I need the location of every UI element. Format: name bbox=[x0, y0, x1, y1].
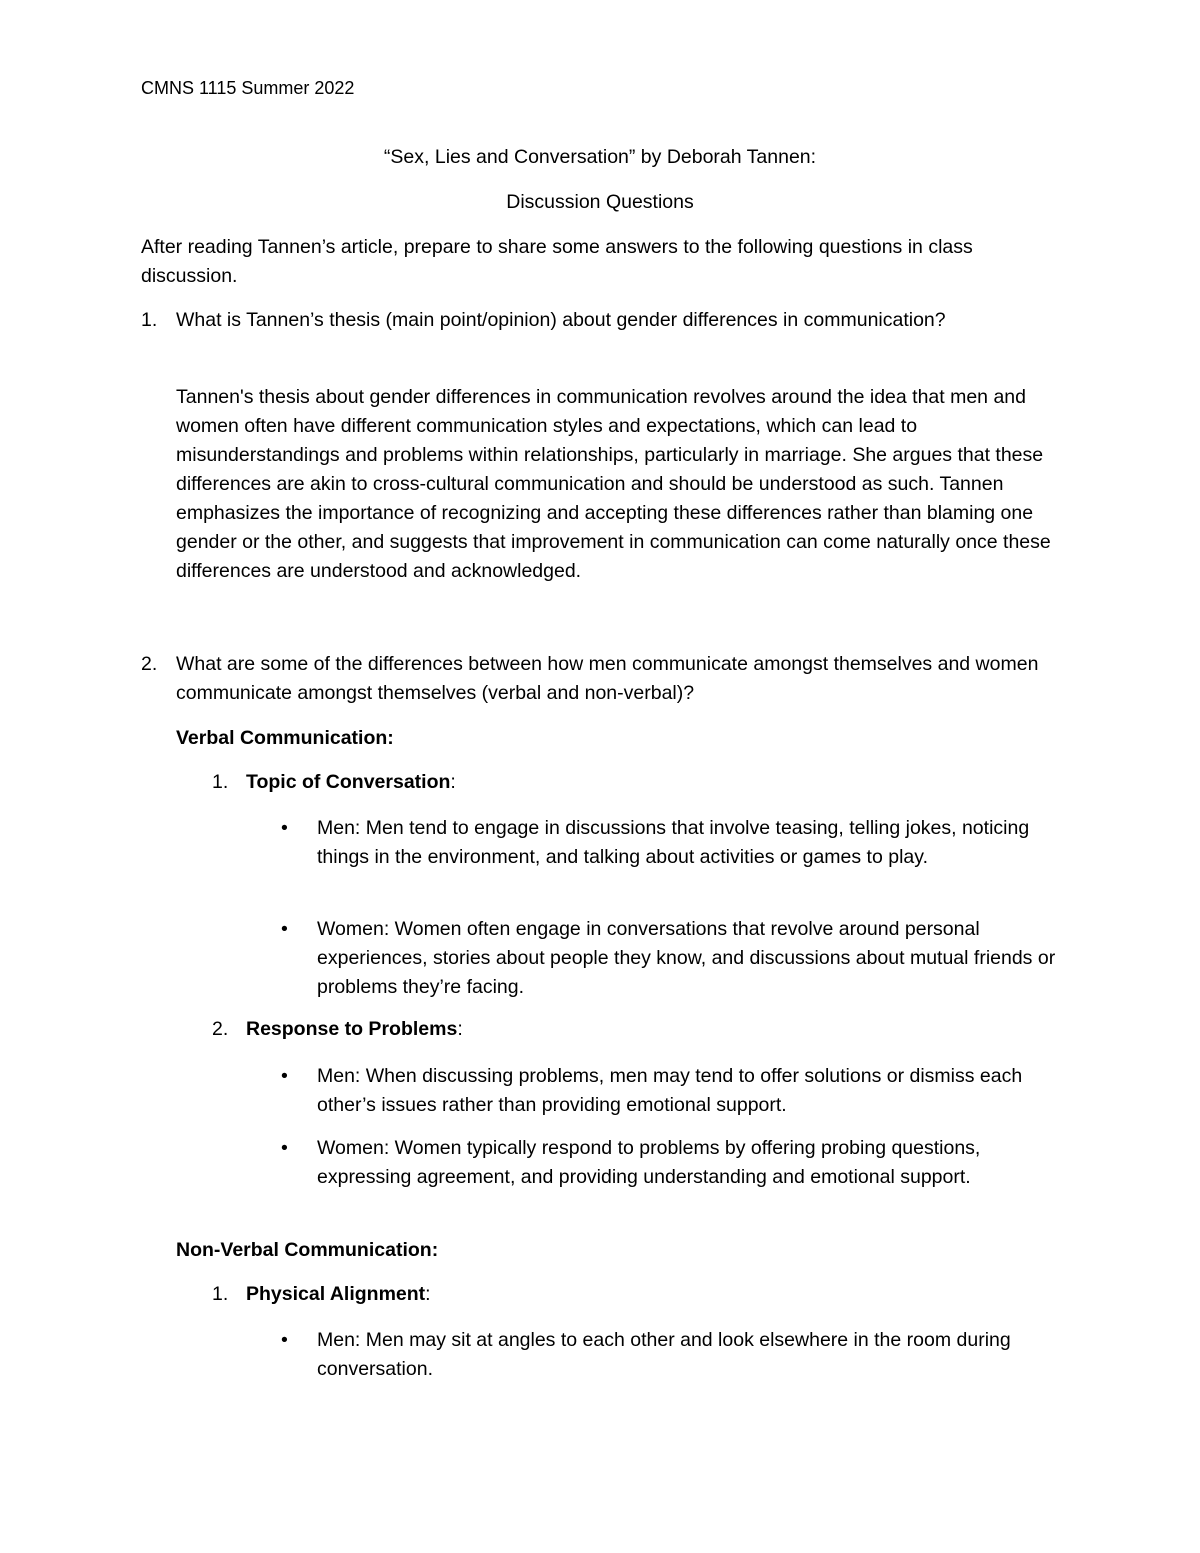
bullet-icon: • bbox=[281, 1137, 288, 1159]
list-number: 2. bbox=[212, 1018, 229, 1040]
question-number: 1. bbox=[141, 309, 158, 331]
bullet-text: Women: Women typically respond to problems by offering probing questions, expressing agreement, and providing understanding and emotional support. bbox=[317, 1137, 981, 1188]
intro-paragraph: After reading Tannen’s article, prepare to share some answers to the following questions in class discussion. bbox=[141, 236, 973, 287]
bullet-icon: • bbox=[281, 1329, 288, 1351]
document-subtitle: Discussion Questions bbox=[506, 191, 694, 213]
bullet-icon: • bbox=[281, 1065, 288, 1087]
bullet-text: Women: Women often engage in conversations that revolve around personal experiences, stories about people they know, and discussions about mutual friends or problems they’re facing. bbox=[317, 918, 1056, 998]
list-item-label: Topic of Conversation: bbox=[246, 771, 456, 793]
question-number: 2. bbox=[141, 653, 158, 675]
answer-paragraph: Tannen's thesis about gender differences in communication revolves around the idea that men and women often have different communication styles and expectations, which can lead to misunderstandings and problems within relationships, particularly in marriage. She argues that these differences are akin to cross-cultural communication and should be understood as such. Tannen emphasizes the importance of recognizing and accepting these differences rather than blaming one gender or the other, and suggests that improvement in communication can come naturally once these differences are understood and acknowledged. bbox=[176, 385, 1051, 582]
section-heading: Non-Verbal Communication: bbox=[176, 1239, 439, 1261]
list-number: 1. bbox=[212, 771, 229, 793]
bullet-text: Men: When discussing problems, men may tend to offer solutions or dismiss each other’s issues rather than providing emotional support. bbox=[317, 1065, 1023, 1116]
document-title: “Sex, Lies and Conversation” by Deborah Tannen: bbox=[383, 146, 817, 168]
bullet-icon: • bbox=[281, 918, 288, 940]
bullet-icon: • bbox=[281, 817, 288, 839]
list-item-label: Physical Alignment: bbox=[246, 1283, 431, 1305]
section-heading: Verbal Communication: bbox=[176, 727, 394, 749]
bullet-text: Men: Men may sit at angles to each other and look elsewhere in the room during conversation. bbox=[317, 1329, 1011, 1380]
list-item-label: Response to Problems: bbox=[246, 1018, 463, 1040]
list-number: 1. bbox=[212, 1283, 229, 1305]
bullet-text: Men: Men tend to engage in discussions that involve teasing, telling jokes, noticing things in the environment, and talking about activities or games to play. bbox=[317, 817, 1030, 868]
question-text: What is Tannen’s thesis (main point/opinion) about gender differences in communication? bbox=[176, 309, 946, 331]
question-text: What are some of the differences between how men communicate amongst themselves and women communicate amongst themselves (verbal and non-verbal)? bbox=[176, 653, 1039, 704]
course-header: CMNS 1115 Summer 2022 bbox=[141, 78, 355, 98]
